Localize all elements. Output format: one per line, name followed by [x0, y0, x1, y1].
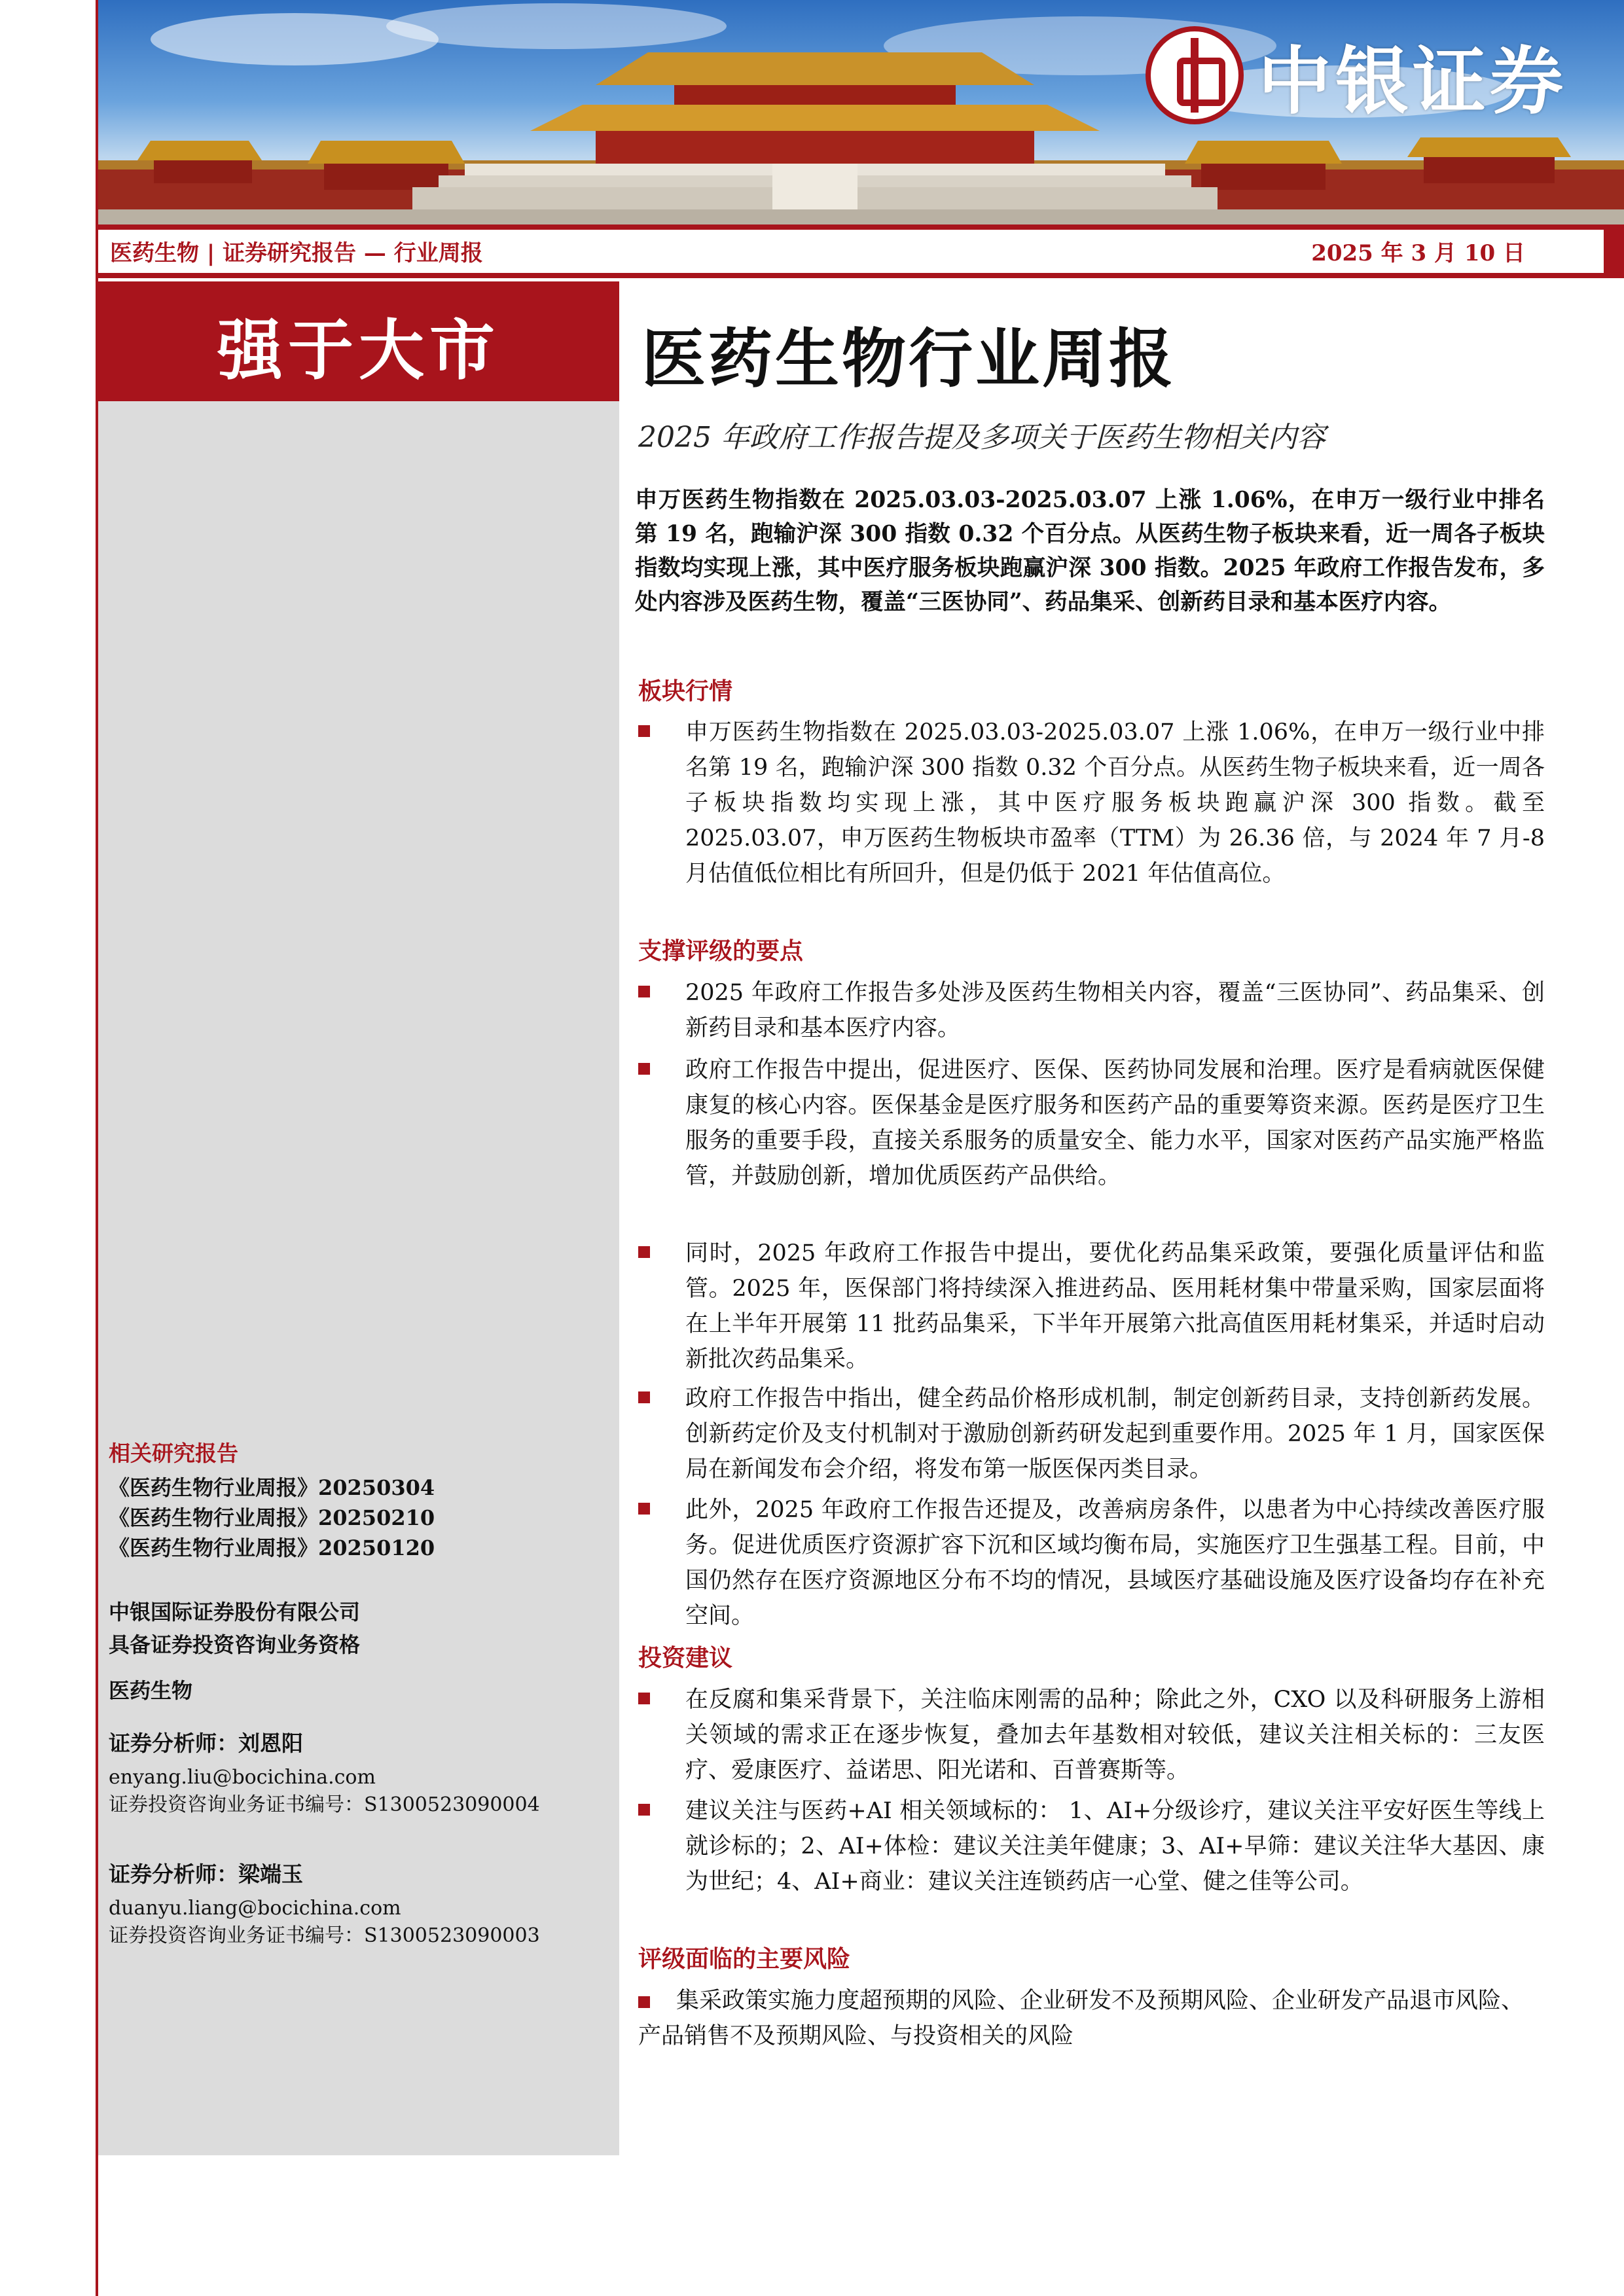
- bullet-square-icon: [638, 1246, 650, 1258]
- list-item: 此外，2025 年政府工作报告还提及，改善病房条件，以患者为中心持续改善医疗服务。促进优质医疗资源扩容下沉和区域均衡布局，实施医疗卫生强基工程。目前，中国仍然存在医疗资源地区分布不均的情况，县域医疗基础设施及医疗设备均存在补充空间。: [638, 1492, 1545, 1634]
- header-report-type: 证券研究报告 — 行业周报: [223, 240, 483, 266]
- analyst-email[interactable]: enyang.liu@bocichina.com: [109, 1766, 376, 1789]
- bullet-square-icon: [638, 1804, 650, 1816]
- list-item: 政府工作报告中提出，促进医疗、医保、医药协同发展和治理。医疗是看病就医保健康复的核心内容。医保基金是医疗服务和医药产品的重要筹资来源。医药是医疗卫生服务的重要手段，直接关系服务的质量安全、能力水平，国家对医药产品实施严格监管，并鼓励创新，增加优质医药产品供给。: [638, 1052, 1545, 1194]
- header-category: 医药生物: [110, 240, 199, 266]
- section-heading-risk: 评级面临的主要风险: [638, 1945, 851, 1973]
- related-reports-title: 相关研究报告: [109, 1441, 238, 1466]
- company-qualification: 具备证券投资咨询业务资格: [109, 1632, 361, 1657]
- brand-logo: [1146, 20, 1567, 131]
- section-heading-market: 板块行情: [638, 677, 733, 705]
- company-info: [109, 1596, 613, 1706]
- boc-logo-icon: [1146, 26, 1244, 124]
- section-heading-support: 支撑评级的要点: [638, 937, 804, 965]
- list-item: 2025 年政府工作报告多处涉及医药生物相关内容，覆盖“三医协同”、药品集采、创新药目录和基本医疗内容。: [638, 975, 1545, 1046]
- bullet-square-icon: [638, 1391, 650, 1403]
- rating-label: 强于大市: [217, 312, 500, 389]
- bullet-square-icon: [638, 1996, 650, 2008]
- page-title: 医药生物行业周报: [641, 322, 1176, 397]
- risk-paragraph: 集采政策实施力度超预期的风险、企业研发不及预期风险、企业研发产品退市风险、产品销售不及预期风险、与投资相关的风险: [638, 1988, 1525, 2049]
- related-report-item[interactable]: 《医药生物行业周报》20250210: [109, 1505, 435, 1530]
- bullet-square-icon: [638, 1693, 650, 1704]
- list-item: 申万医药生物指数在 2025.03.03-2025.03.07 上涨 1.06%，在申万一级行业中排名第 19 名，跑输沪深 300 指数 0.32 个百分点。从医药生物子板块来看，近一周各子板块指数均实现上涨，其中医疗服务板块跑赢沪深 300 指数。截至 2025.03.07，申万医药生物板块市盈率（TTM）为 26.36 倍，与 2024 年 7 月-8 月估值低位相比有所回升，但是仍低于 2021 年估值高位。: [638, 715, 1545, 891]
- analyst-cert: 证券投资咨询业务证书编号：S1300523090003: [109, 1924, 540, 1947]
- header-strip: [98, 230, 1604, 273]
- company-name: 中银国际证券股份有限公司: [109, 1600, 361, 1624]
- banner-image: [98, 0, 1624, 224]
- list-item: 建议关注与医药+AI 相关领域标的： 1、AI+分级诊疗，建议关注平安好医生等线上就诊标的；2、AI+体检：建议关注美年健康；3、AI+早筛：建议关注华大基因、康为世纪；4、AI+商业：建议关注连锁药店一心堂、健之佳等公司。: [638, 1793, 1545, 1899]
- related-reports: [109, 1437, 613, 1563]
- brand-name: 中银证券: [1258, 39, 1567, 124]
- coverage-industry: 医药生物: [109, 1678, 193, 1703]
- summary-paragraph: 申万医药生物指数在 2025.03.03-2025.03.07 上涨 1.06%，在申万一级行业中排名第 19 名，跑输沪深 300 指数 0.32 个百分点。从医药生物子板块来看，近一周各子板块指数均实现上涨，其中医疗服务板块跑赢沪深 300 指数。2025 年政府工作报告发布，多处内容涉及医药生物，覆盖“三医协同”、药品集采、创新药目录和基本医疗内容。: [635, 487, 1545, 615]
- sidebar: [98, 401, 619, 2155]
- analyst-1: [109, 1729, 613, 1819]
- bullet-square-icon: [638, 725, 650, 737]
- bullet-square-icon: [638, 986, 650, 997]
- header-bar: [98, 224, 1624, 278]
- analyst-cert: 证券投资咨询业务证书编号：S1300523090004: [109, 1793, 540, 1816]
- list-item: 同时，2025 年政府工作报告中提出，要优化药品集采政策，要强化质量评估和监管。2025 年，医保部门将持续深入推进药品、医用耗材集中带量采购，国家层面将在上半年开展第 11 批药品集采，下半年开展第六批高值医用耗材集采，并适时启动新批次药品集采。: [638, 1236, 1545, 1377]
- related-report-item[interactable]: 《医药生物行业周报》20250120: [109, 1535, 435, 1560]
- analyst-title: 证券分析师：刘恩阳: [109, 1731, 303, 1756]
- bullet-square-icon: [638, 1503, 650, 1515]
- report-date: 2025 年 3 月 10 日: [1311, 240, 1525, 266]
- analyst-2: [109, 1859, 613, 1950]
- list-item: 在反腐和集采背景下，关注临床刚需的品种；除此之外，CXO 以及科研服务上游相关领域的需求正在逐步恢复，叠加去年基数相对较低，建议关注相关标的：三友医疗、爱康医疗、益诺思、阳光诺和、百普赛斯等。: [638, 1682, 1545, 1788]
- page-subtitle: 2025 年政府工作报告提及多项关于医药生物相关内容: [638, 421, 1326, 454]
- header-breadcrumb: [110, 235, 483, 267]
- bullet-square-icon: [638, 1063, 650, 1075]
- header-separator: |: [206, 240, 215, 266]
- list-item: 政府工作报告中指出，健全药品价格形成机制，制定创新药目录，支持创新药发展。创新药定价及支付机制对于激励创新药研发起到重要作用。2025 年 1 月，国家医保局在新闻发布会介绍，将发布第一版医保丙类目录。: [638, 1381, 1545, 1487]
- section-heading-invest: 投资建议: [638, 1644, 733, 1672]
- rating-box: [98, 281, 619, 401]
- analyst-email[interactable]: duanyu.liang@bocichina.com: [109, 1897, 401, 1920]
- analyst-title: 证券分析师：梁端玉: [109, 1861, 303, 1887]
- related-report-item[interactable]: 《医药生物行业周报》20250304: [109, 1475, 435, 1500]
